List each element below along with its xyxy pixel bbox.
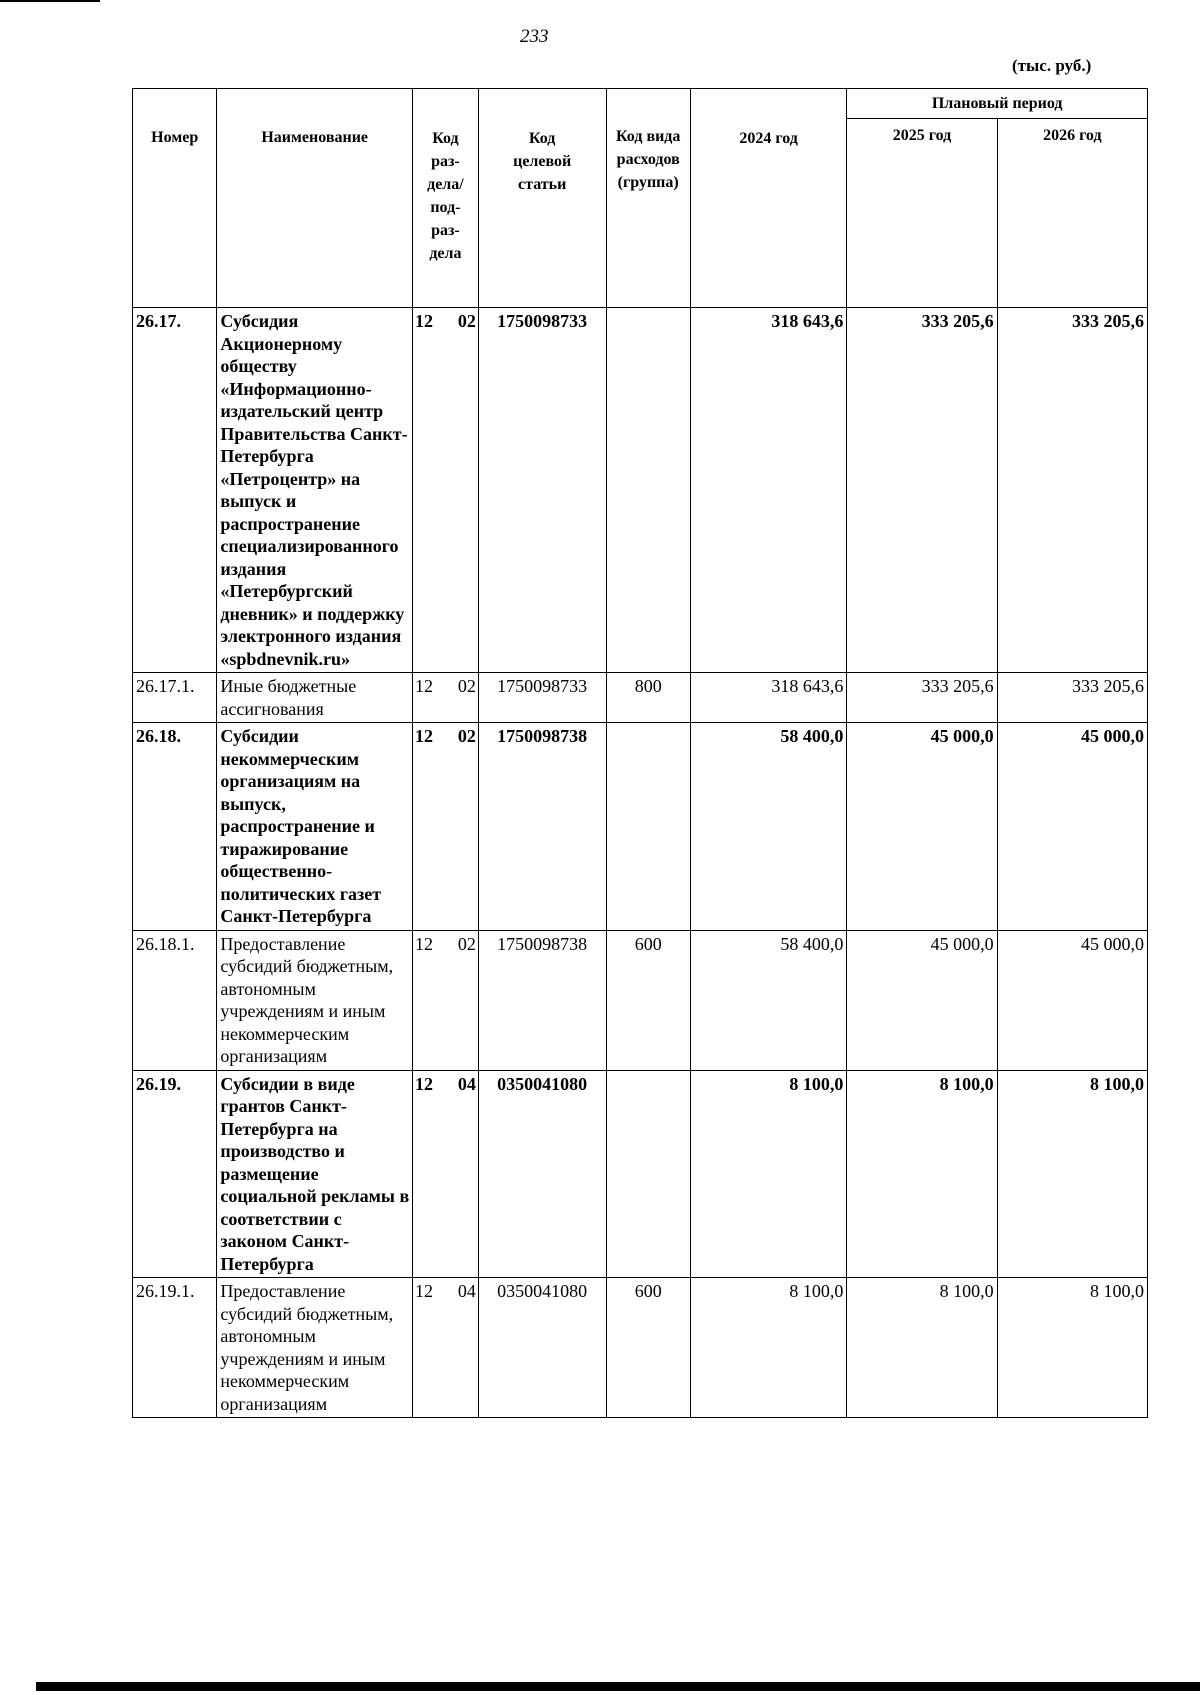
row-section-code: [412, 1070, 478, 1278]
row-expense-type: 600: [606, 930, 690, 1070]
row-name: Субсидии в виде грантов Санкт-Петербурга на производство и размещение социальной рекламы в соответствии с законом Санкт-Петербурга: [217, 1070, 413, 1278]
row-section-code: [412, 930, 478, 1070]
row-value-2026: 8 100,0: [997, 1070, 1147, 1278]
row-value-2026: 45 000,0: [997, 930, 1147, 1070]
row-subsection: 04: [457, 1281, 476, 1301]
row-target-code: 0350041080: [478, 1070, 606, 1278]
row-value-2024: 58 400,0: [690, 930, 846, 1070]
row-value-2025: 333 205,6: [847, 673, 997, 723]
row-number: 26.19.: [133, 1070, 217, 1278]
header-year-2024: 2024 год: [690, 89, 846, 308]
budget-table: [132, 88, 1148, 1418]
row-expense-type: [606, 723, 690, 931]
row-section-code: [412, 308, 478, 673]
row-number: 26.18.1.: [133, 930, 217, 1070]
row-expense-type: 800: [606, 673, 690, 723]
row-section: 12: [414, 1073, 433, 1094]
row-subsection: 02: [457, 311, 476, 331]
top-rule: [0, 0, 100, 2]
row-value-2026: 333 205,6: [997, 673, 1147, 723]
row-expense-type: 600: [606, 1278, 690, 1418]
row-section: 12: [414, 726, 433, 746]
row-target-code: 1750098738: [478, 930, 606, 1070]
header-row: [133, 89, 1148, 119]
row-section-code: [412, 673, 478, 723]
row-section: 12: [414, 1281, 433, 1301]
row-value-2024: 8 100,0: [690, 1070, 846, 1278]
row-value-2026: 333 205,6: [997, 308, 1147, 673]
row-target-code: 0350041080: [478, 1278, 606, 1418]
row-value-2024: 318 643,6: [690, 308, 846, 673]
row-name: Предоставление субсидий бюджетным, автономным учреждениям и иным некоммерческим организациям: [217, 930, 413, 1070]
row-target-code: 1750098733: [478, 308, 606, 673]
row-section: 12: [414, 311, 433, 331]
row-value-2025: 333 205,6: [847, 308, 997, 673]
row-name: Субсидии некоммерческим организациям на выпуск, распространение и тиражирование общественно-политических газет Санкт-Петербурга: [217, 723, 413, 931]
row-subsection: 02: [457, 726, 476, 746]
row-value-2025: 8 100,0: [847, 1278, 997, 1418]
header-expense-type: Код вида расходов (группа): [606, 89, 690, 308]
row-value-2026: 45 000,0: [997, 723, 1147, 931]
table-row: [133, 1278, 1148, 1418]
header-number: Номер: [133, 89, 217, 308]
row-name: Предоставление субсидий бюджетным, автономным учреждениям и иным некоммерческим организациям: [217, 1278, 413, 1418]
row-number: 26.19.1.: [133, 1278, 217, 1418]
row-expense-type: [606, 308, 690, 673]
row-section-code: [412, 1278, 478, 1418]
row-value-2024: 318 643,6: [690, 673, 846, 723]
row-expense-type: [606, 1070, 690, 1278]
units-label: (тыс. руб.): [1012, 56, 1092, 75]
header-year-2025: 2025 год: [847, 119, 997, 308]
table-row: [133, 1070, 1148, 1278]
row-section-code: [412, 723, 478, 931]
bottom-rule: [36, 1682, 1200, 1691]
row-section: 12: [414, 676, 433, 696]
row-name: Субсидия Акционерному обществу «Информационно-издательский центр Правительства Санкт-Петербурга «Петроцентр» на выпуск и распространение специализированного издания «Петербургский дневник» и поддержку электронного издания «spbdnevnik.ru»: [217, 308, 413, 673]
row-value-2025: 45 000,0: [847, 930, 997, 1070]
row-subsection: 04: [457, 1073, 476, 1094]
row-value-2025: 8 100,0: [847, 1070, 997, 1278]
table-row: [133, 930, 1148, 1070]
table-row: [133, 308, 1148, 673]
page-number: 233: [520, 26, 549, 47]
row-number: 26.17.1.: [133, 673, 217, 723]
header-section-code: Код раз- дела/ под- раз- дела: [412, 89, 478, 308]
header-year-2026: 2026 год: [997, 119, 1147, 308]
header-planned-period: Плановый период: [847, 89, 1148, 119]
row-value-2024: 58 400,0: [690, 723, 846, 931]
row-subsection: 02: [457, 933, 476, 954]
table-row: [133, 673, 1148, 723]
row-target-code: 1750098733: [478, 673, 606, 723]
row-subsection: 02: [457, 676, 476, 696]
row-name: Иные бюджетные ассигнования: [217, 673, 413, 723]
row-value-2025: 45 000,0: [847, 723, 997, 931]
row-value-2024: 8 100,0: [690, 1278, 846, 1418]
row-number: 26.17.: [133, 308, 217, 673]
row-value-2026: 8 100,0: [997, 1278, 1147, 1418]
row-number: 26.18.: [133, 723, 217, 931]
header-target-code: Код целевой статьи: [478, 89, 606, 308]
header-name: Наименование: [217, 89, 413, 308]
row-section: 12: [414, 933, 433, 954]
row-target-code: 1750098738: [478, 723, 606, 931]
table-row: [133, 723, 1148, 931]
